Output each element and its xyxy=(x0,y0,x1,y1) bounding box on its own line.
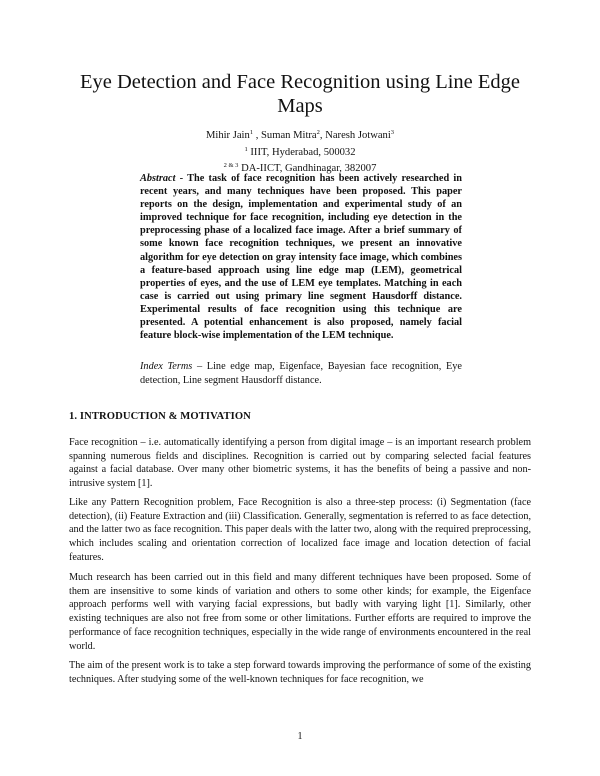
index-terms-label: Index Terms xyxy=(140,361,193,372)
body-paragraph: Like any Pattern Recognition problem, Face Recognition is also a three-step process: (i) Segmentation (face detection), (ii) Feature Extraction and (iii) Classification. Generally, segmentation is referred to as face detection, and the latter two as face recognition. This paper deals with the latter two, along with the required preprocessing, which includes scaling and orientation correction of localized face image and location detection of facial features. xyxy=(69,497,531,563)
author-name: Mihir Jain xyxy=(205,130,250,141)
section-heading: 1. INTRODUCTION & MOTIVATION xyxy=(69,411,251,422)
index-terms-text: – Line edge map, Eigenface, Bayesian face recognition, Eye detection, Line segment Hausdorff distance. xyxy=(140,361,463,386)
author-affiliation-mark: 3 xyxy=(390,129,395,136)
author-block xyxy=(100,126,500,176)
body-paragraph: The aim of the present work is to take a step forward towards improving the performance of some of the existing techniques. After studying some of the well-known techniques for face recognition, we xyxy=(69,660,531,685)
index-terms xyxy=(140,360,462,387)
affiliation-line xyxy=(100,143,500,160)
author-line: Mihir Jain$^1$ , Suman Mitra$^2$, Naresh Jotwani$^3$ xyxy=(205,129,395,141)
affiliation: IIIT, Hyderabad, 500032 xyxy=(250,146,356,158)
author-name: Suman Mitra xyxy=(261,130,317,141)
paper-title: Eye Detection and Face Recognition using Line Edge Maps xyxy=(79,71,521,117)
author-name: Naresh Jotwani xyxy=(325,130,391,141)
author-affiliation-mark: 2 xyxy=(316,129,320,136)
affiliation-mark: 1 xyxy=(244,145,248,153)
affiliation-mark: 2 & 3 xyxy=(223,162,239,169)
author-affiliation-mark: 1 xyxy=(249,129,254,136)
body-paragraph: Much research has been carried out in this field and many different techniques have been proposed. Some of them are insensitive to some kinds of variation and others to some other kinds; for example, the Eigenface approach performs well with varying facial expressions, but badly with varying light [1]. Similarly, other existing techniques are also not free from some or other limitations. Further efforts are required to improve the performance of face recognition techniques, especially in the wide range of environments encountered in the real world. xyxy=(69,572,531,652)
affiliation: DA-IICT, Gandhinagar, 382007 xyxy=(241,163,377,174)
abstract-label: Abstract - xyxy=(140,173,184,184)
abstract xyxy=(140,172,462,342)
page-number: 1 xyxy=(297,731,303,742)
body-paragraph: Face recognition – i.e. automatically identifying a person from digital image – is an important research problem spanning numerous fields and disciplines. Recognition is carried out by comparing selected facial features against a facial database. Over many other biometric systems, it has the benefits of being a passive and non-intrusive system [1]. xyxy=(69,437,531,490)
abstract-text: The task of face recognition has been actively researched in recent years, and many techniques have been proposed. This paper reports on the design, implementation and experimental study of an improved technique for face recognition, including eye detection in the preprocessing phase of a localized face image. After a brief summary of some known face recognition techniques, we present an innovative algorithm for eye detection on gray intensity face image, which combines a feature-based approach using line edge map (LEM), geometrical properties of eyes, and the use of LEM eye templates. Matching in each case is carried out using primary line segment Hausdorff distance. Experimental results of face recognition using this technique are presented. A potential enhancement is also proposed, namely facial feature block-wise implementation of the LEM technique. xyxy=(140,173,462,342)
